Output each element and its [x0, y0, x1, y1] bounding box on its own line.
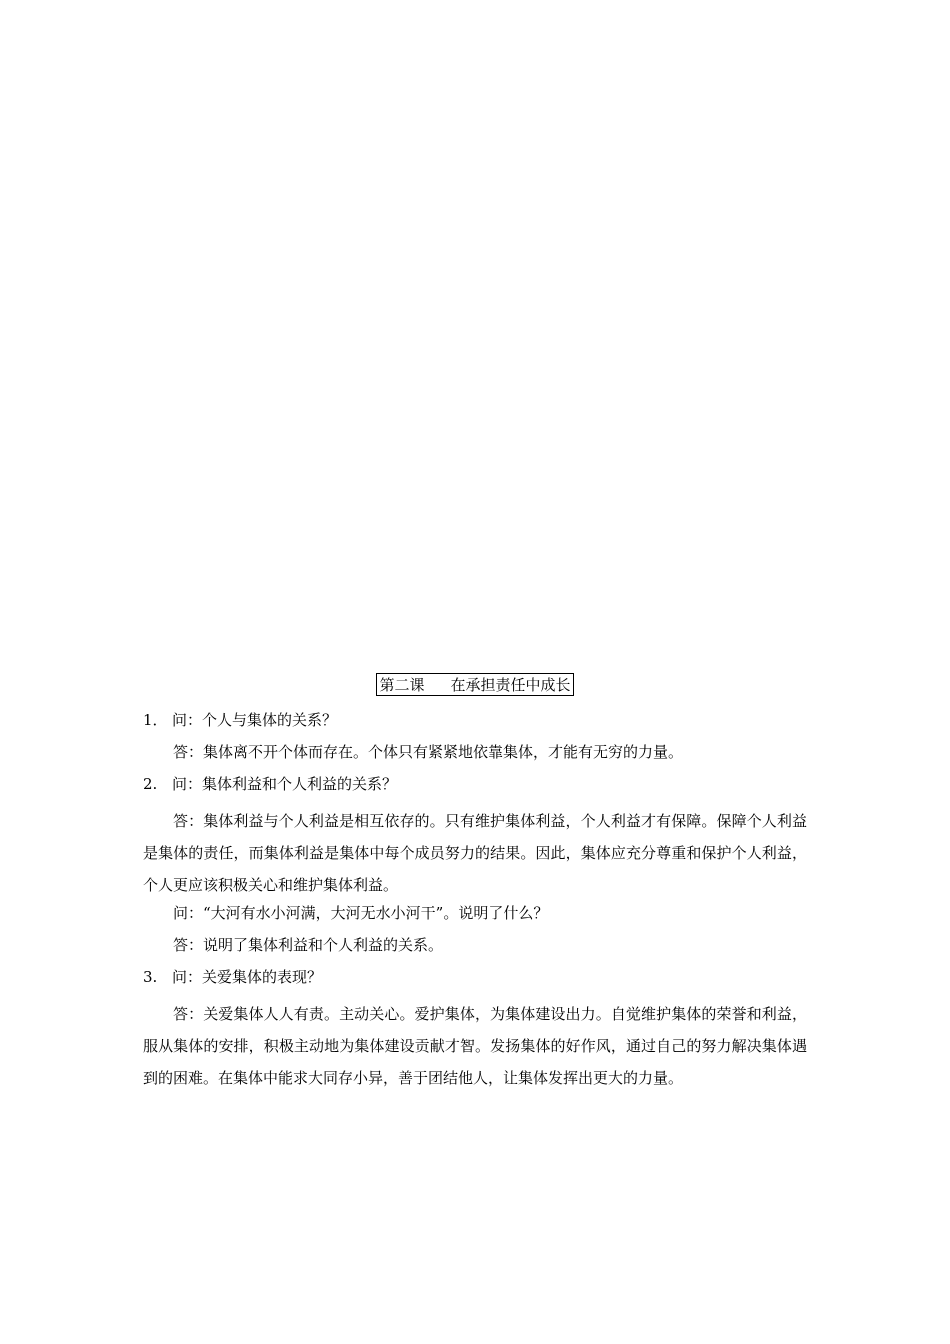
question-3 — [143, 966, 807, 988]
question-1 — [143, 709, 807, 731]
question-1-text: 问：个人与集体的关系？ — [172, 711, 338, 729]
lesson-title-number: 第二课 — [379, 676, 425, 694]
sub-answer-2: 答：说明了集体利益和个人利益的关系。 — [173, 936, 444, 954]
question-3-text: 问：关爱集体的表现？ — [172, 968, 323, 986]
question-3-number: 3. — [143, 968, 158, 986]
answer-3: 答：关爱集体人人有责。主动关心。爱护集体，为集体建设出力。自觉维护集体的荣誉和利益，服从集体的安排，积极主动地为集体建设贡献才智。发扬集体的好作风，通过自己的努力解决集体遇到的困难。在集体中能求大同存小异，善于团结他人，让集体发挥出更大的力量。 — [143, 1005, 807, 1087]
question-2-text: 问：集体利益和个人利益的关系？ — [172, 775, 398, 793]
lesson-title — [376, 673, 573, 696]
sub-question-2: 问：“大河有水小河满，大河无水小河干”。说明了什么？ — [173, 904, 549, 922]
question-2 — [143, 773, 807, 795]
question-1-number: 1． — [143, 711, 168, 729]
document-content — [143, 673, 807, 1095]
lesson-title-wrap — [143, 673, 807, 699]
answer-1: 答：集体离不开个体而存在。个体只有紧紧地依靠集体，才能有无穷的力量。 — [173, 743, 684, 761]
lesson-title-text: 在承担责任中成长 — [450, 676, 571, 694]
answer-2: 答：集体利益与个人利益是相互依存的。只有维护集体利益，个人利益才有保障。保障个人利益是集体的责任，而集体利益是集体中每个成员努力的结果。因此，集体应充分尊重和保护个人利益，个人更应该积极关心和维护集体利益。 — [143, 812, 807, 894]
question-2-number: 2. — [143, 775, 158, 793]
